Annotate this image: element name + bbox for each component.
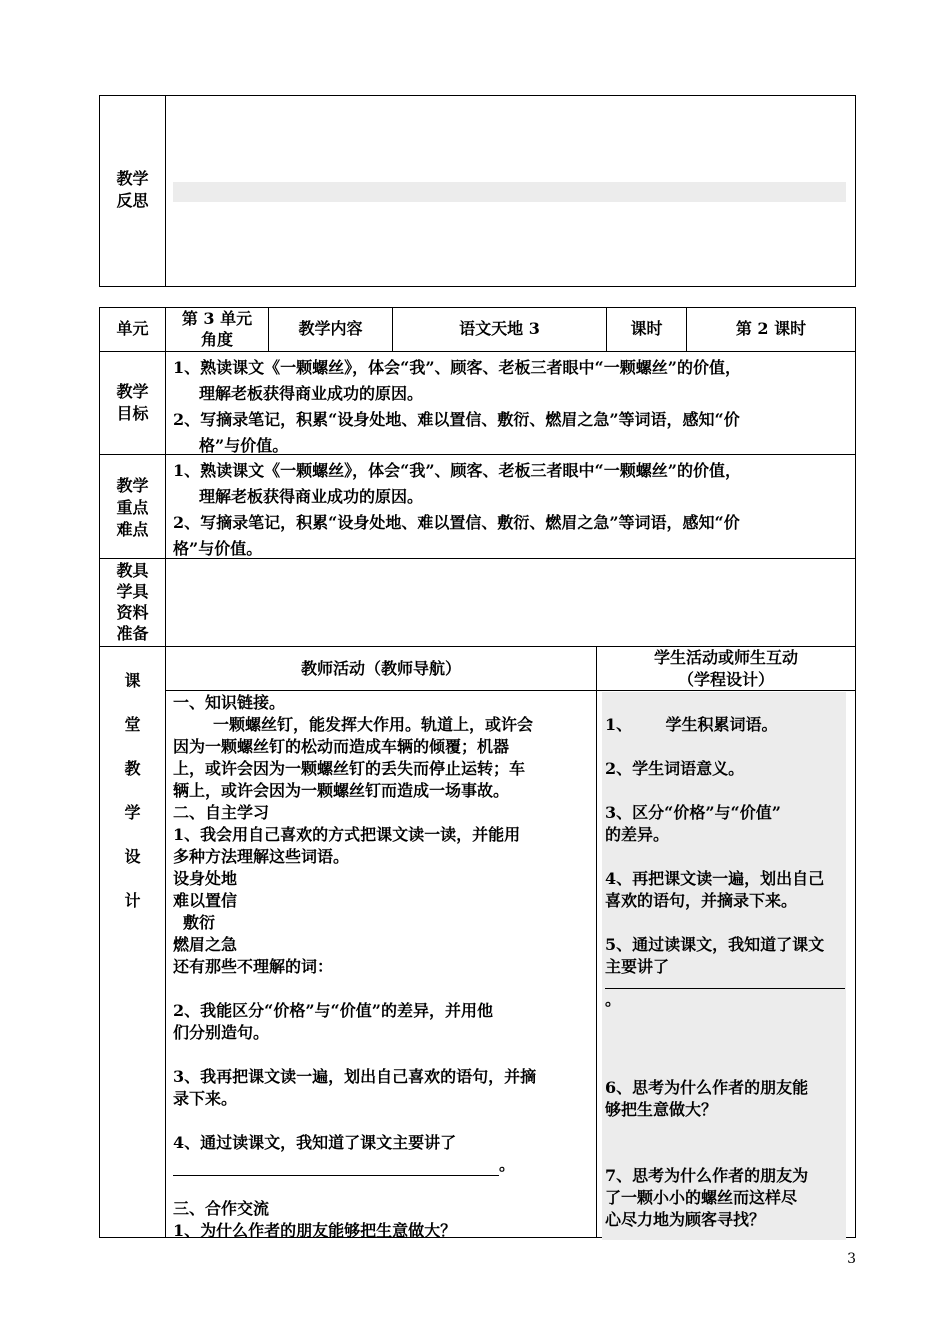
teacher-activity-content: 一、知识链接。 一颗螺丝钉，能发挥大作用。轨道上，或许会 因为一颗螺丝钉的松动而造成车辆的倾覆；机器 上，或许会因为一颗螺丝钉的丢失而停止运转；车 辆上，或许会因为一颗螺丝钉而造成一场事故。 二、自主学习 1、我会用自己喜欢的方式把课文读一读，并能用 多种方法理解这些词语。 设身处地 难以置信 敷衍 燃眉之急 还有那些不理解的词： 2、我能区分“价格”与“价值”的差异，并用他 们分别造句。 3、我再把课文读一遍，划出自己喜欢的语句，并摘 录下来。 4、通过读课文，我知道了课文主要讲了 。 三、合作交流 1、为什么作者的朋友能够把生意做大？ <box>173 693 537 1240</box>
student-item: 5、通过读课文，我知道了课文 <box>605 935 825 954</box>
materials-label: 教具 学具 资料 准备 <box>116 561 149 643</box>
unit-value: 第 3 单元 角度 <box>181 309 253 349</box>
row-line <box>99 351 856 352</box>
student-activity-header: 学生活动或师生互动 （学程设计） <box>653 648 798 689</box>
period-label: 课时 <box>630 319 663 338</box>
content-label: 教学内容 <box>298 319 363 338</box>
goals-label: 教学 目标 <box>116 382 149 423</box>
student-item: 1、 学生积累词语。 <box>605 715 778 734</box>
teacher-answer-blank[interactable] <box>173 1157 499 1176</box>
design-label: 课 堂 教 学 设 计 <box>124 671 141 910</box>
student-item: 7、思考为什么作者的朋友为 <box>605 1166 809 1185</box>
period-value: 第 2 课时 <box>735 319 807 338</box>
teacher-activity-header: 教师活动（教师导航） <box>300 659 461 678</box>
student-item: 4、再把课文读一遍，划出自己 <box>605 869 825 888</box>
keypoints-text: 1、熟读课文《一颗螺丝》，体会“我”、顾客、老板三者眼中“一颗螺丝”的价值， 理解老板获得商业成功的原因。 2、写摘录笔记，积累“设身处地、难以置信、敷衍、燃眉之急”等词语，感知“价 格”与价值。 <box>173 461 741 558</box>
unit-label: 单元 <box>116 319 149 338</box>
col-line <box>165 307 166 1238</box>
student-item: 2、学生词语意义。 <box>605 759 745 778</box>
reflection-content-area[interactable] <box>173 182 846 202</box>
keypoints-label: 教学 重点 难点 <box>116 476 149 539</box>
reflection-divider <box>165 95 166 287</box>
page-number: 3 <box>847 1251 856 1267</box>
goals-text: 1、熟读课文《一颗螺丝》，体会“我”、顾客、老板三者眼中“一颗螺丝”的价值， 理解老板获得商业成功的原因。 2、写摘录笔记，积累“设身处地、难以置信、敷衍、燃眉之急”等词语，感知“价 格”与价值。 <box>173 358 741 455</box>
reflection-label: 教学 反思 <box>116 169 149 210</box>
col-line <box>596 646 597 1238</box>
student-item: 6、思考为什么作者的朋友能 <box>605 1078 809 1097</box>
content-value: 语文天地 3 <box>459 319 540 338</box>
student-item: 3、区分“价格”与“价值” <box>605 803 781 822</box>
student-activity-content: 1、 学生积累词语。 2、学生词语意义。 3、区分“价格”与“价值” 的差异。 4、再把课文读一遍，划出自己 喜欢的语句，并摘录下来。 5、通过读课文，我知道了课文 主要讲了 。 6、思考为什么作者的朋友能 够把生意做大？ 7、思考为什么作者的朋友为 了一颗小小的螺丝而这样尽 心尽力地为顾客寻找？ <box>598 692 854 1237</box>
student-answer-blank[interactable] <box>605 978 845 989</box>
